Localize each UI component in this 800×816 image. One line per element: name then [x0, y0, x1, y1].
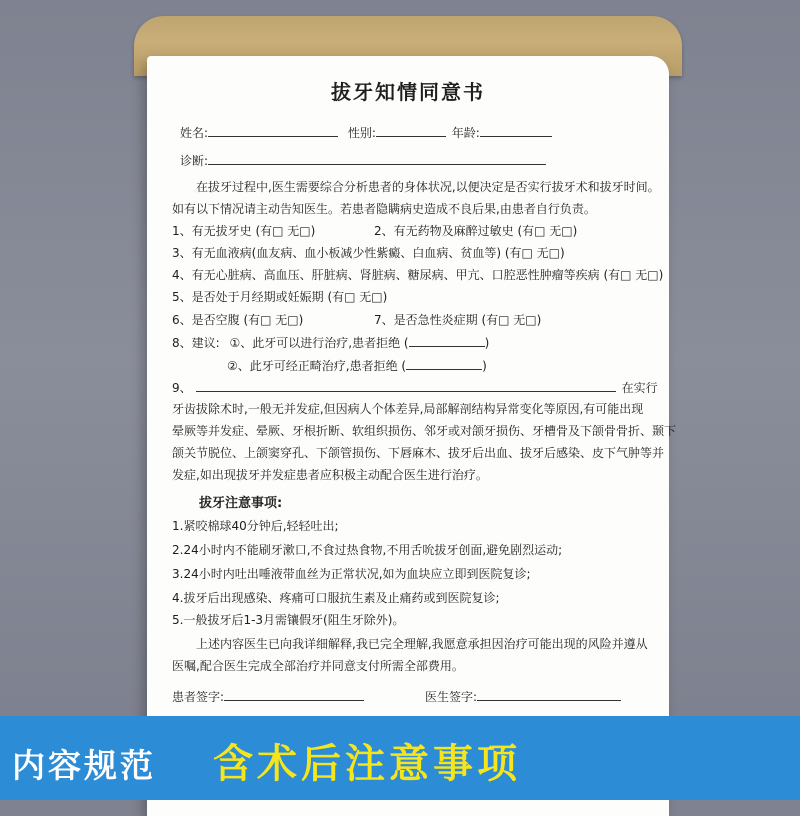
close-paren: ) — [484, 336, 490, 350]
age-field[interactable] — [480, 124, 552, 137]
banner-left-text: 内容规范 — [12, 746, 156, 785]
question-9 — [172, 379, 658, 396]
gender-label: 性别: — [347, 126, 376, 140]
name-label: 姓名: — [180, 126, 209, 140]
banner-right-text: 含术后注意事项 — [213, 741, 521, 787]
question-8-option-2: ②、此牙可经正畸治疗,患者拒绝 ( — [227, 359, 407, 373]
promo-banner — [0, 716, 800, 800]
diagnosis-field[interactable] — [208, 152, 546, 165]
note-1: 1.紧咬棉球40分钟后,轻轻吐出; — [172, 519, 339, 533]
question-7: 7、是否急性炎症期 (有□ 无□) — [374, 313, 542, 327]
patient-signature-field[interactable] — [224, 688, 364, 701]
close-paren: ) — [482, 359, 487, 373]
diagnosis-label: 诊断: — [180, 154, 209, 168]
risk-line-4: 发症,如出现拔牙并发症患者应积极主动配合医生进行治疗。 — [172, 468, 488, 482]
question-4: 4、有无心脏病、高血压、肝脏病、肾脏病、糖尿病、甲亢、口腔恶性肿瘤等疾病 (有□ 无□) — [172, 268, 664, 282]
name-field[interactable] — [208, 124, 338, 137]
doctor-signature — [425, 688, 621, 705]
note-3: 3.24小时内吐出唾液带血丝为正常状况,如为血块应立即到医院复诊; — [172, 567, 531, 581]
option-1-field[interactable] — [409, 334, 485, 347]
consent-line-2: 医嘱,配合医生完成全部治疗并同意支付所需全部费用。 — [172, 659, 464, 673]
doctor-signature-label: 医生签字: — [425, 690, 478, 704]
intro-line-2: 如有以下情况请主动告知医生。若患者隐瞒病史造成不良后果,由患者自行负责。 — [172, 202, 596, 216]
patient-signature — [172, 688, 364, 705]
question-9-label: 9、 — [172, 381, 192, 395]
risk-line-2: 晕厥等并发症、晕厥、牙根折断、软组织损伤、邻牙或对颌牙损伤、牙槽骨及下颌骨骨折、颞下 — [172, 424, 677, 438]
question-5: 5、是否处于月经期或妊娠期 (有□ 无□) — [172, 290, 388, 304]
question-8-label: 8、建议: — [172, 336, 220, 350]
notes-title: 拔牙注意事项: — [199, 496, 283, 511]
question-1: 1、有无拔牙史 (有□ 无□) — [172, 224, 316, 238]
question-9-field[interactable] — [196, 379, 616, 392]
intro-line-1: 在拔牙过程中,医生需要综合分析患者的身体状况,以便决定是否实行拔牙术和拔牙时间。 — [196, 180, 660, 194]
document-title: 拔牙知情同意书 — [331, 80, 485, 104]
note-5: 5.一般拔牙后1-3月需镶假牙(阻生牙除外)。 — [172, 613, 405, 627]
doctor-signature-field[interactable] — [477, 688, 621, 701]
option-2-field[interactable] — [406, 357, 482, 370]
question-8-row-2 — [227, 357, 487, 374]
age-label: 年龄: — [451, 126, 480, 140]
question-2: 2、有无药物及麻醉过敏史 (有□ 无□) — [374, 224, 578, 238]
question-8 — [172, 334, 489, 351]
consent-form-sheet — [147, 56, 677, 816]
question-3: 3、有无血液病(血友病、血小板减少性紫癜、白血病、贫血等) (有□ 无□) — [172, 246, 565, 260]
gender-field[interactable] — [376, 124, 446, 137]
risk-line-1: 牙齿拔除术时,一般无并发症,但因病人个体差异,局部解剖结构异常变化等原因,有可能出现 — [172, 402, 644, 416]
note-2: 2.24小时内不能刷牙漱口,不食过热食物,不用舌吮拔牙创面,避免剧烈运动; — [172, 543, 563, 557]
risk-line-3: 颌关节脱位、上颌窦穿孔、下颌管损伤、下唇麻木、拔牙后出血、拔牙后感染、皮下气肿等并 — [172, 446, 665, 460]
question-6: 6、是否空腹 (有□ 无□) — [172, 313, 304, 327]
question-8-option-1: ①、此牙可以进行治疗,患者拒绝 ( — [229, 336, 409, 350]
diagnosis-row — [180, 152, 546, 169]
note-4: 4.拔牙后出现感染、疼痛可口服抗生素及止痛药或到医院复诊; — [172, 591, 500, 605]
patient-info-row — [180, 124, 552, 141]
question-9-tail: 在实行 — [621, 381, 658, 395]
patient-signature-label: 患者签字: — [172, 690, 225, 704]
consent-line-1: 上述内容医生已向我详细解释,我已完全理解,我愿意承担因治疗可能出现的风险并遵从 — [196, 637, 648, 651]
